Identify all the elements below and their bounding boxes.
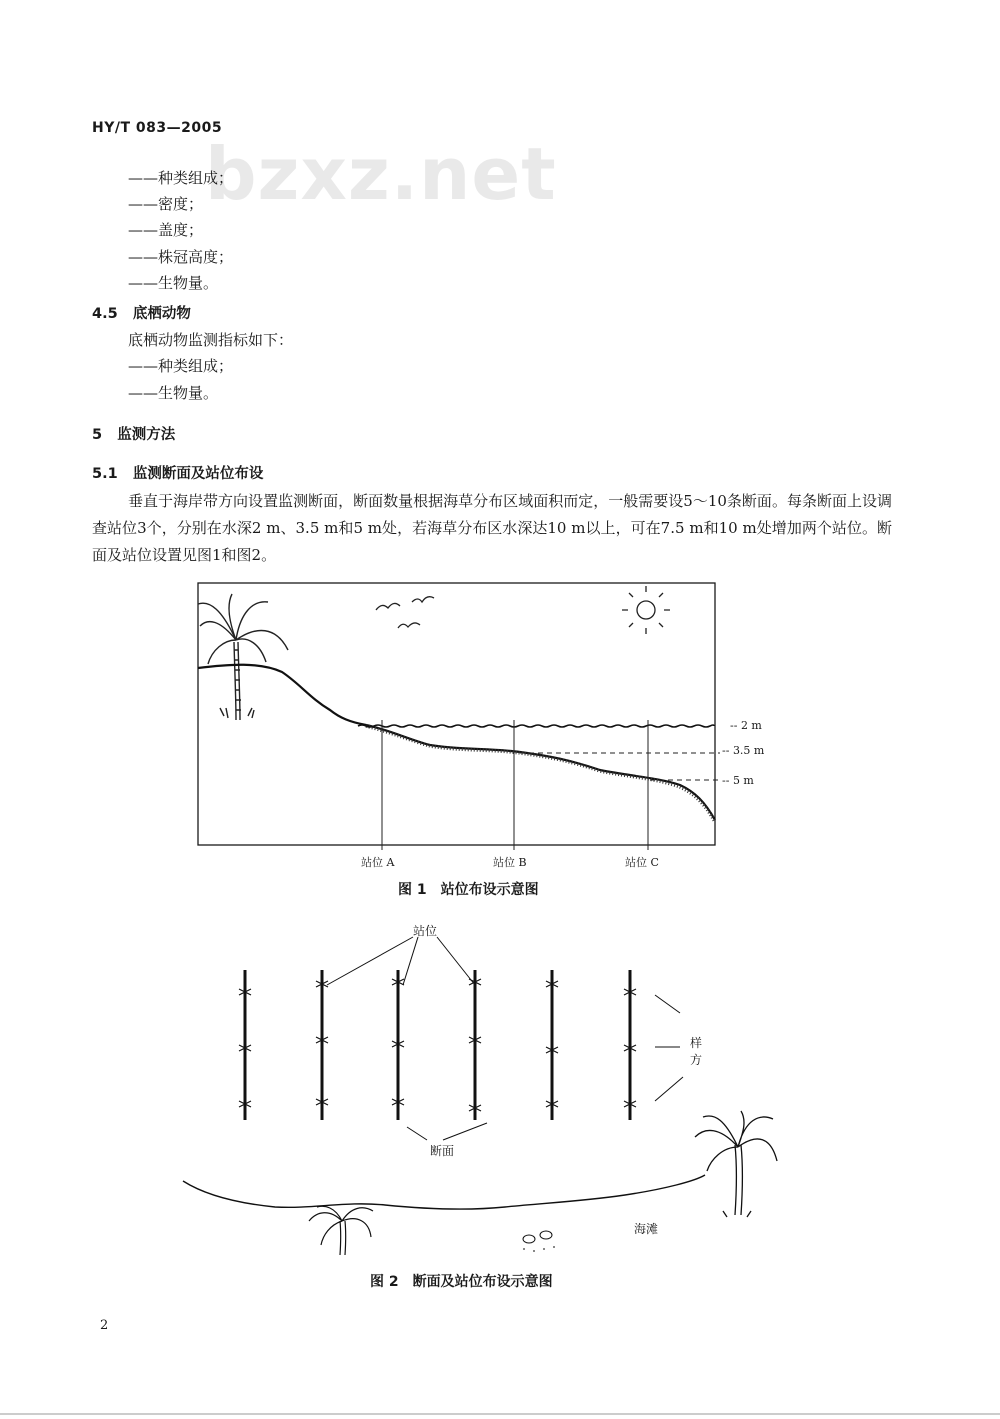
figure-1-caption: 图 1 站位布设示意图: [398, 882, 539, 898]
label-quadrat: 样: [690, 1036, 703, 1050]
label-quadrat: 方: [690, 1053, 703, 1067]
list-item: ——种类组成；: [128, 357, 234, 375]
section-heading-5: [92, 423, 175, 444]
shells-icon: [523, 1231, 555, 1251]
list-item: ——盖度；: [128, 221, 204, 239]
list-item: ——种类组成；: [128, 169, 234, 187]
list-item: ——密度；: [128, 195, 204, 213]
page-bottom-rule: [0, 1413, 1000, 1415]
station-label-c: 站位 C: [625, 856, 659, 869]
beach-line: [183, 1175, 705, 1209]
transect-lines: [245, 970, 630, 1120]
standard-code: HY/T 083—2005: [92, 120, 223, 136]
leader-line: [407, 1123, 487, 1140]
leader-line: [327, 937, 413, 985]
label-beach: 海滩: [634, 1222, 659, 1236]
figure-1-diagram: [190, 580, 770, 870]
leader-line: [655, 995, 683, 1101]
section-heading-4-5: [92, 302, 191, 323]
section-number: 4.5: [92, 306, 118, 322]
station-markers: [239, 979, 636, 1111]
station-label-a: 站位 A: [361, 856, 395, 869]
label-station: 站位: [413, 924, 438, 938]
figure-frame: [198, 583, 715, 845]
leader-line: [403, 937, 418, 985]
section-intro: 底栖动物监测指标如下：: [128, 331, 294, 349]
page-number: 2: [100, 1318, 109, 1333]
palm-tree-icon: [309, 1206, 373, 1255]
station-label-b: 站位 B: [493, 856, 527, 869]
list-item: ——生物量。: [128, 274, 219, 292]
label-section: 断面: [430, 1144, 455, 1158]
palm-tree-icon: [198, 594, 288, 720]
watermark: bzxz.net: [205, 132, 557, 216]
leader-line: [437, 937, 475, 985]
water-surface: [358, 725, 714, 727]
section-paragraph: 垂直于海岸带方向设置监测断面，断面数量根据海草分布区域面积而定，一般需要设5～10条断面。每条断面上设调查站位3个，分别在水深2 m、3.5 m和5 m处，若海草分布区水深达10 m以上，可在7.5 m和10 m处增加两个站位。断面及站位设置见图1和图2。: [92, 492, 892, 564]
depth-label: ‑‑ 2 m: [730, 719, 762, 732]
figure-2-diagram: [175, 915, 795, 1265]
section-title: 监测方法: [117, 427, 176, 443]
depth-label: ‑‑ 5 m: [722, 774, 754, 787]
section-heading-5-1: [92, 462, 263, 483]
list-item: ——生物量。: [128, 384, 219, 402]
section-number: 5.1: [92, 466, 118, 482]
section-number: 5: [92, 427, 103, 443]
list-item: ——株冠高度；: [128, 248, 234, 266]
figure-2-caption: 图 2 断面及站位布设示意图: [370, 1274, 553, 1290]
birds-icon: [376, 597, 434, 628]
seabed-profile: [198, 665, 715, 820]
sun-icon: [622, 586, 670, 634]
section-title: 底栖动物: [132, 306, 191, 322]
depth-label: ‑‑ 3.5 m: [722, 744, 765, 757]
section-title: 监测断面及站位布设: [132, 466, 264, 482]
palm-tree-icon: [695, 1111, 777, 1217]
